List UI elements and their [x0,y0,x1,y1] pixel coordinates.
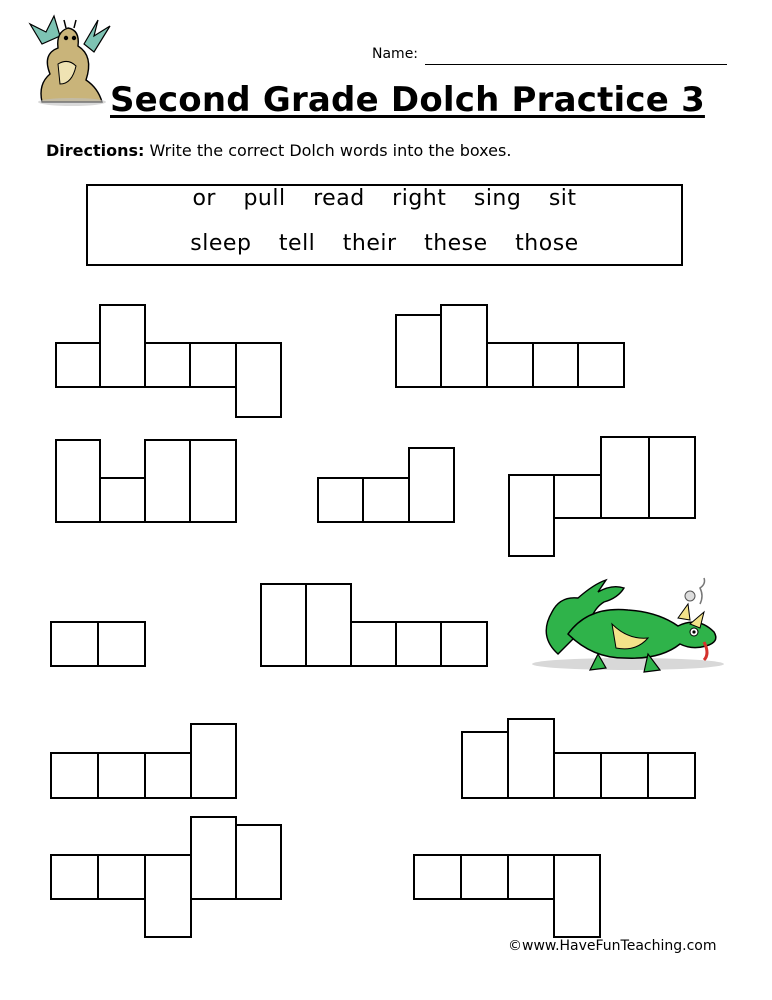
running-dragon-icon [528,576,724,676]
letter-box[interactable] [440,621,488,667]
letter-box[interactable] [55,342,101,388]
letter-box[interactable] [408,447,455,523]
letter-box[interactable] [189,439,237,523]
letter-box[interactable] [189,342,237,388]
letter-box[interactable] [50,752,99,799]
letter-box[interactable] [99,477,146,523]
word-bank-word: sing [473,186,522,211]
directions-text: Write the correct Dolch words into the boxes. [149,141,512,160]
letter-box[interactable] [600,436,650,519]
letter-box[interactable] [486,342,534,388]
letter-box[interactable] [305,583,352,667]
word-bank-word: right [392,186,447,211]
letter-box[interactable] [413,854,462,900]
word-bank-word: pull [243,186,286,211]
letter-box[interactable] [50,621,99,667]
letter-box[interactable] [350,621,397,667]
name-field[interactable] [425,64,727,65]
letter-box[interactable] [317,477,364,523]
letter-box[interactable] [532,342,579,388]
letter-box[interactable] [577,342,625,388]
word-bank-word: tell [278,231,316,256]
word-bank-word: these [424,231,488,256]
letter-box[interactable] [507,718,555,799]
letter-box[interactable] [461,731,509,799]
word-bank-row-2 [88,231,681,256]
word-bank-word: or [192,186,216,211]
word-bank-word: those [515,231,579,256]
letter-box[interactable] [55,439,101,523]
page-title: Second Grade Dolch Practice 3 [110,80,705,120]
letter-box[interactable] [190,723,237,799]
letter-box[interactable] [97,854,146,900]
letter-box[interactable] [144,854,192,938]
word-bank-word: sit [548,186,577,211]
directions-label: Directions: [46,141,145,160]
letter-box[interactable] [97,752,146,799]
dragon-mascot-icon [28,14,112,106]
letter-box[interactable] [235,824,282,900]
letter-box[interactable] [507,854,555,900]
letter-box[interactable] [648,436,696,519]
letter-box[interactable] [553,752,602,799]
letter-box[interactable] [395,621,442,667]
word-bank-word: read [313,186,365,211]
word-bank-row-1 [88,186,681,211]
name-label: Name: [372,46,419,62]
letter-box[interactable] [260,583,307,667]
letter-box[interactable] [600,752,649,799]
word-bank [86,184,683,266]
copyright: ©www.HaveFunTeaching.com [508,938,717,954]
word-bank-word: sleep [190,231,252,256]
letter-box[interactable] [190,816,237,900]
letter-box[interactable] [553,854,601,938]
letter-box[interactable] [144,752,192,799]
letter-box[interactable] [647,752,696,799]
directions [46,141,511,160]
letter-box[interactable] [235,342,282,418]
letter-box[interactable] [362,477,410,523]
letter-box[interactable] [553,474,602,519]
letter-box[interactable] [144,439,191,523]
letter-box[interactable] [99,304,146,388]
letter-box[interactable] [460,854,509,900]
letter-box[interactable] [395,314,442,388]
letter-box[interactable] [508,474,555,557]
letter-box[interactable] [440,304,488,388]
word-bank-word: their [342,231,397,256]
letter-box[interactable] [144,342,191,388]
letter-box[interactable] [50,854,99,900]
letter-box[interactable] [97,621,146,667]
